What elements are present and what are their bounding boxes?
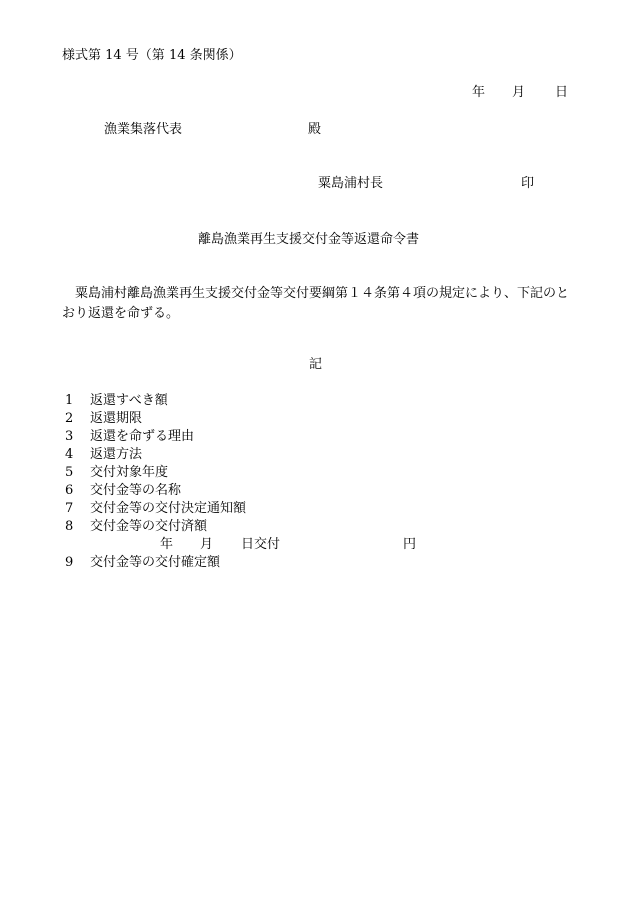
date-month-label: 月 xyxy=(512,85,526,100)
item8-month-label: 月 xyxy=(200,537,214,552)
item-label: 交付金等の名称 xyxy=(90,483,182,498)
item-number: 4 xyxy=(65,447,74,462)
item-label: 交付金等の交付確定額 xyxy=(90,555,221,570)
addressee-honorific: 殿 xyxy=(308,122,322,137)
document-title: 離島漁業再生支援交付金等返還命令書 xyxy=(198,232,420,247)
date-year-label: 年 xyxy=(472,85,486,100)
item8-yen-label: 円 xyxy=(403,537,417,552)
item8-delivered-label: 日交付 xyxy=(241,537,281,552)
item-number: 9 xyxy=(65,555,74,570)
item-label: 返還方法 xyxy=(90,447,143,462)
item-label: 返還すべき額 xyxy=(90,393,168,408)
item-number: 6 xyxy=(65,483,74,498)
item8-year-label: 年 xyxy=(160,537,174,552)
issuer-title: 粟島浦村長 xyxy=(318,176,384,191)
item-label: 交付対象年度 xyxy=(90,465,169,480)
body-paragraph: 粟島浦村離島漁業再生支援交付金等交付要綱第１４条第４項の規定により、下記のとおり返還を命ずる。 xyxy=(62,286,570,321)
seal-mark: 印 xyxy=(521,176,535,191)
addressee-title: 漁業集落代表 xyxy=(104,122,183,137)
item-label: 返還期限 xyxy=(90,411,143,426)
date-day-label: 日 xyxy=(555,85,569,100)
item-label: 交付金等の交付決定通知額 xyxy=(90,501,247,516)
form-number-label: 様式第 14 号（第 14 条関係） xyxy=(62,48,242,63)
item-number: 2 xyxy=(65,411,74,426)
item-number: 1 xyxy=(65,393,74,408)
item-label: 交付金等の交付済額 xyxy=(90,519,208,534)
item-number: 3 xyxy=(65,429,74,444)
ki-heading: 記 xyxy=(309,357,323,372)
item-number: 7 xyxy=(65,501,74,516)
item-number: 5 xyxy=(65,465,74,480)
item-label: 返還を命ずる理由 xyxy=(90,429,195,444)
item-number: 8 xyxy=(65,519,74,534)
